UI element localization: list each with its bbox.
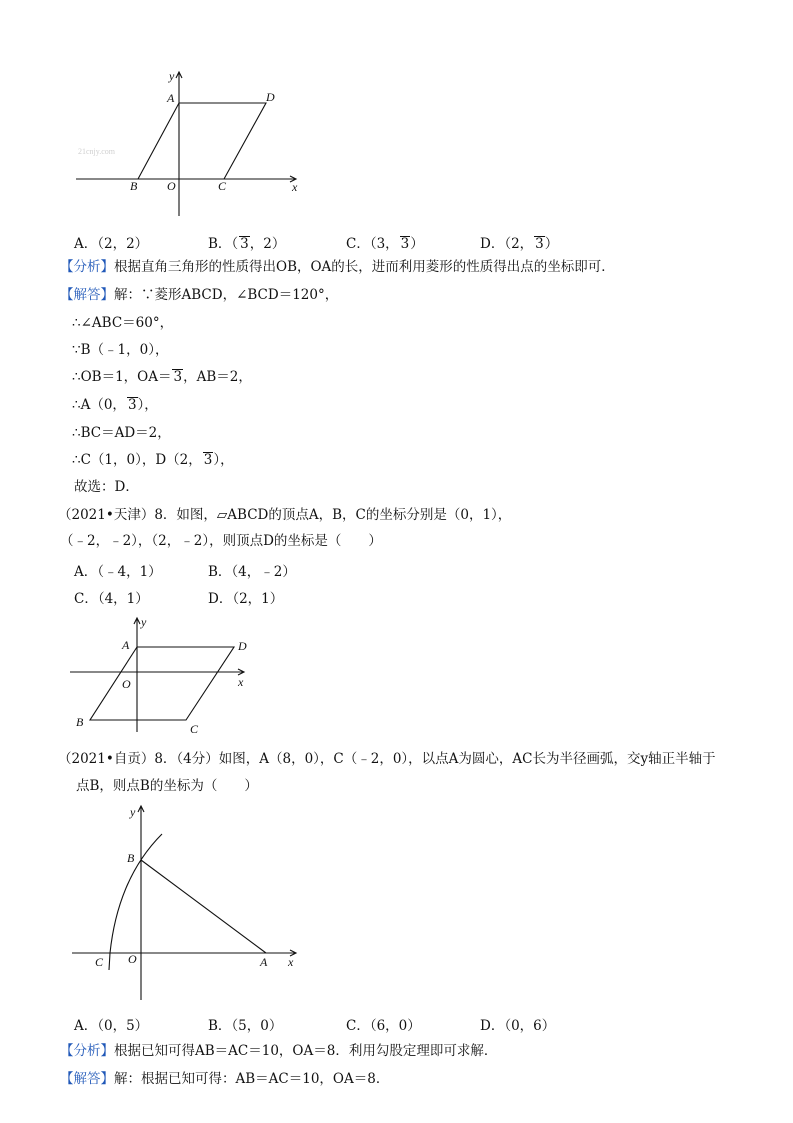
q7-answer-line-8: 故选：D． — [74, 479, 139, 495]
q8a-option-c: C．（4，1） — [74, 591, 149, 607]
label-x: x — [292, 180, 298, 194]
label-O: O — [128, 952, 137, 966]
q8a-option-b: B．（4，﹣2） — [208, 564, 296, 580]
q8b-option-b: B．（5，0） — [208, 1018, 283, 1034]
q8b-stem-line-1: （2021•自贡）8．（4分）如图，A（8，0），C（﹣2，0），以点A为圆心，AC长为半径画弧，交y轴正半轴于 — [58, 751, 716, 767]
q7-answer-line-4: ∴OB＝1，OA＝ 3，AB＝2， — [72, 369, 252, 385]
q8a-stem-line-2: （﹣2，﹣2），（2，﹣2），则顶点D的坐标是（ ） — [60, 533, 382, 549]
q8a-stem-line-1: （2021•天津）8．如图，▱ABCD的顶点A，B，C的坐标分别是（0，1）， — [58, 507, 512, 523]
label-D: D — [238, 639, 247, 653]
q8b-answer — [60, 1070, 389, 1088]
label-C: C — [218, 179, 227, 193]
q8a-option-a: A．（﹣4，1） — [74, 564, 162, 580]
label-A: A — [260, 955, 268, 969]
label-C: C — [190, 722, 199, 736]
analysis-text: 根据直角三角形的性质得出OB，OA的长，进而利用菱形的性质得出点的坐标即可． — [114, 259, 615, 275]
label-y: y — [141, 615, 147, 629]
q7-option-d: D．（2， 3） — [480, 236, 559, 252]
answer-text: 解：∵菱形ABCD，∠BCD＝120°， — [114, 287, 339, 303]
label-O: O — [122, 677, 131, 691]
label-A: A — [122, 638, 130, 652]
parallelogram-shape — [90, 647, 234, 720]
q8a-option-d: D．（2，1） — [208, 591, 284, 607]
q7-analysis — [60, 258, 615, 276]
analysis-tag: 【分析】 — [60, 1043, 114, 1059]
label-B: B — [130, 179, 138, 193]
figure-parallelogram — [60, 612, 260, 742]
q8b-option-a: A．（0，5） — [74, 1018, 149, 1034]
q7-answer-line-2: ∴∠ABC＝60°， — [72, 315, 174, 331]
label-O: O — [167, 179, 176, 193]
q8b-analysis — [60, 1042, 497, 1060]
q7-answer-line-1 — [60, 286, 338, 304]
label-x: x — [238, 675, 244, 689]
rhombus-shape — [138, 103, 266, 179]
label-C: C — [95, 955, 104, 969]
q7-answer-line-6: ∴BC＝AD＝2， — [72, 425, 171, 441]
q7-option-a: A．（2，2） — [74, 236, 149, 252]
q7-option-c: C．（3， 3） — [346, 236, 424, 252]
answer-text: 解：根据已知可得：AB＝AC＝10，OA＝8． — [114, 1071, 390, 1087]
label-y: y — [169, 69, 175, 83]
figure-rhombus — [60, 62, 320, 222]
answer-tag: 【解答】 — [60, 287, 114, 303]
segment-AB — [141, 860, 266, 953]
watermark: 21cnjy.com — [78, 147, 116, 156]
label-B: B — [127, 851, 135, 865]
q8b-option-c: C．（6，0） — [346, 1018, 421, 1034]
label-A: A — [167, 91, 175, 105]
answer-tag: 【解答】 — [60, 1071, 114, 1087]
q7-answer-line-5: ∴A（0， 3）， — [72, 397, 158, 413]
q7-option-b: B．（ 3，2） — [208, 236, 286, 252]
label-D: D — [266, 90, 275, 104]
q7-answer-line-7: ∴C（1，0），D（2， 3）， — [72, 452, 234, 468]
q8b-option-d: D．（0，6） — [480, 1018, 556, 1034]
arc — [109, 834, 162, 970]
q8b-stem-line-2: 点B，则点B的坐标为（ ） — [76, 778, 258, 794]
q7-answer-line-3: ∵B（﹣1，0）， — [72, 342, 169, 358]
label-y: y — [130, 805, 136, 819]
analysis-tag: 【分析】 — [60, 259, 114, 275]
analysis-text: 根据已知可得AB＝AC＝10，OA＝8．利用勾股定理即可求解． — [114, 1043, 498, 1059]
figure-arc — [60, 798, 310, 1008]
label-x: x — [288, 955, 294, 969]
label-B: B — [76, 715, 84, 729]
